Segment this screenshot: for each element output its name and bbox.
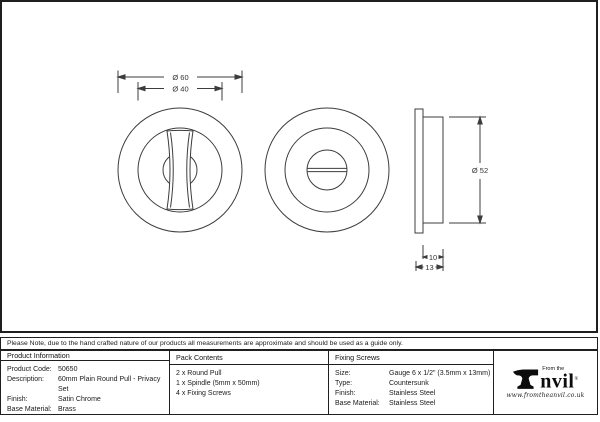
profile-flange bbox=[415, 109, 423, 233]
table-row bbox=[335, 369, 491, 379]
registered-mark: ® bbox=[574, 377, 579, 383]
logo-text-block bbox=[540, 366, 579, 393]
table-row bbox=[335, 399, 491, 409]
logo-brand-text: nvil bbox=[540, 370, 575, 393]
table-row bbox=[335, 389, 491, 399]
product-information-header: Product Information bbox=[1, 351, 169, 361]
pack-contents-header: Pack Contents bbox=[170, 351, 328, 365]
row-value: Countersunk bbox=[389, 380, 429, 387]
release-outer-circle bbox=[265, 108, 389, 232]
row-label: Base Material: bbox=[7, 406, 52, 413]
list-item: 1 x Spindle (5mm x 50mm) bbox=[176, 380, 260, 387]
row-label: Type: bbox=[335, 380, 353, 387]
fixing-screws-header: Fixing Screws bbox=[329, 351, 493, 365]
row-label: Finish: bbox=[335, 390, 356, 397]
row-value: 50650 bbox=[58, 366, 78, 373]
dim-label-side-diameter: Ø 52 bbox=[471, 166, 489, 175]
dimension-side-diameter bbox=[449, 117, 488, 223]
list-item: 2 x Round Pull bbox=[176, 370, 222, 377]
logo-website: www.fromtheanvil.co.uk bbox=[506, 391, 585, 399]
row-label: Description: bbox=[7, 376, 44, 383]
logo-main bbox=[512, 366, 579, 393]
note-bar bbox=[0, 337, 598, 350]
front-view-thumbturn bbox=[118, 108, 242, 232]
row-label: Base Material: bbox=[335, 400, 380, 407]
table-row bbox=[7, 395, 167, 405]
row-value: 60mm Plain Round Pull - Privacy Set bbox=[58, 376, 161, 393]
dimension-depth-total bbox=[416, 261, 443, 272]
row-value: Satin Chrome bbox=[58, 396, 101, 403]
note-text: Please Note, due to the hand crafted nature of our products all measurements are approximate and should be used as a guide only. bbox=[7, 340, 403, 347]
from-the-anvil-logo bbox=[506, 366, 584, 399]
release-turn-circle bbox=[307, 150, 347, 190]
row-value: Brass bbox=[58, 406, 76, 413]
column-pack-contents bbox=[170, 351, 329, 414]
row-value: Gauge 6 x 1/2" (3.5mm x 13mm) bbox=[389, 370, 491, 377]
table-row bbox=[7, 405, 167, 415]
row-label: Product Code: bbox=[7, 366, 52, 373]
row-value: Stainless Steel bbox=[389, 390, 436, 397]
row-label: Finish: bbox=[7, 396, 28, 403]
brand-logo-cell bbox=[494, 351, 597, 414]
table-row bbox=[7, 375, 167, 395]
dim-label-outer-diameter: Ø 60 bbox=[172, 72, 189, 82]
thumbturn-shape bbox=[167, 130, 193, 209]
front-view-release bbox=[265, 108, 389, 232]
table-row bbox=[7, 365, 167, 375]
dim-label-depth-body: 10 bbox=[428, 253, 438, 262]
column-fixing-screws bbox=[329, 351, 494, 414]
column-product-information bbox=[1, 351, 170, 414]
dim-label-inner-diameter: Ø 40 bbox=[172, 84, 189, 94]
profile-body bbox=[423, 117, 443, 223]
pack-contents-body bbox=[170, 365, 328, 399]
row-value: Stainless Steel bbox=[389, 400, 436, 407]
dim-label-depth-total: 13 bbox=[425, 263, 434, 272]
table-row bbox=[335, 379, 491, 389]
logo-brand bbox=[540, 370, 579, 393]
spec-table bbox=[0, 350, 598, 415]
side-profile-view bbox=[415, 109, 443, 233]
dimension-front-inner bbox=[138, 82, 222, 101]
row-label: Size: bbox=[335, 370, 351, 377]
fixing-screws-body bbox=[329, 365, 493, 409]
logo-tagline: From the bbox=[542, 366, 565, 373]
anvil-icon bbox=[512, 368, 539, 390]
technical-drawing bbox=[2, 2, 596, 331]
product-information-body bbox=[1, 361, 169, 415]
list-item: 4 x Fixing Screws bbox=[176, 390, 231, 397]
release-inner-circle bbox=[285, 128, 369, 212]
